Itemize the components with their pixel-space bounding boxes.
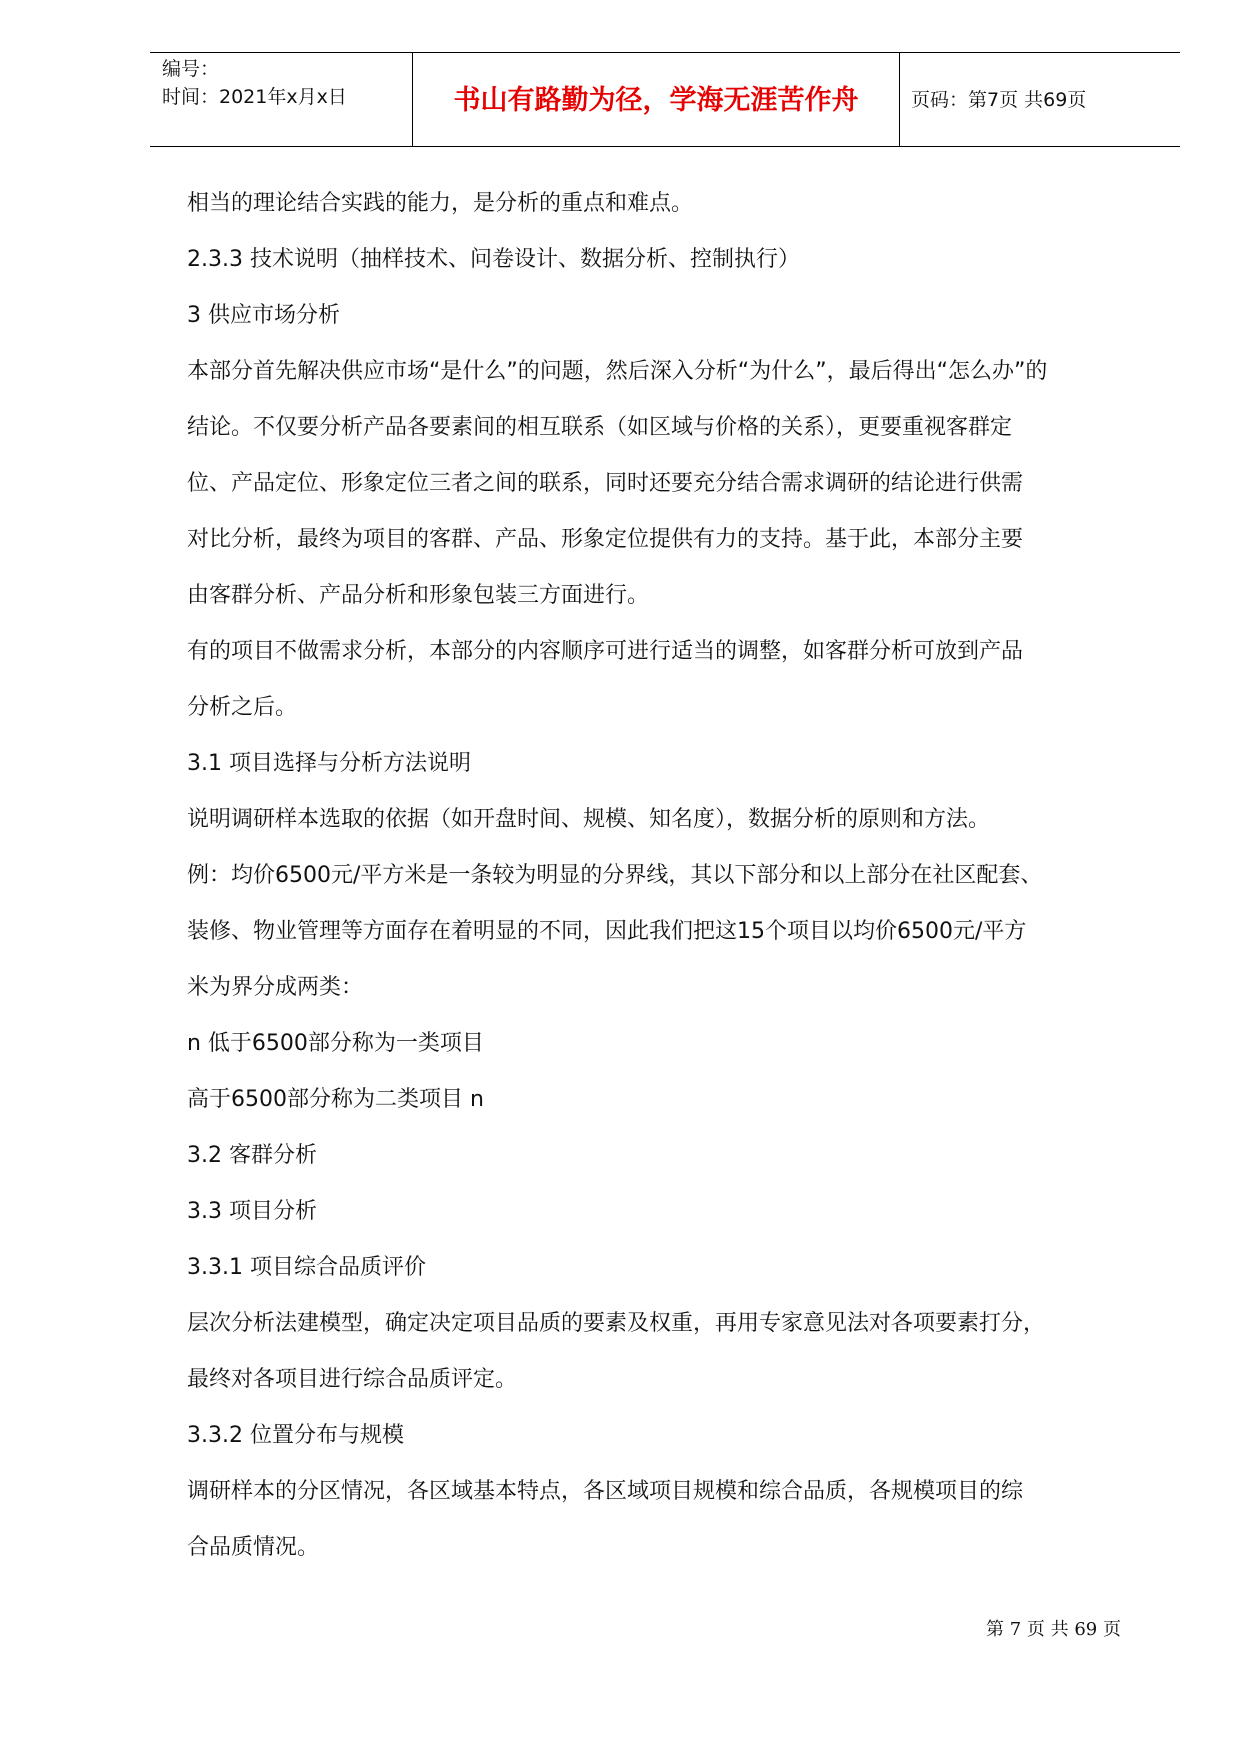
body-line: 结论。不仅要分析产品各要素间的相互联系（如区域与价格的关系），更要重视客群定 bbox=[187, 415, 1013, 440]
header-motto-cell bbox=[412, 53, 900, 146]
section-heading: 3.2 客群分析 bbox=[187, 1143, 317, 1168]
header-page-cell bbox=[899, 53, 1180, 146]
body-line: 装修、物业管理等方面存在着明显的不同，因此我们把这15个项目以均价6500元/平方 bbox=[187, 919, 1027, 944]
body-line: 最终对各项目进行综合品质评定。 bbox=[187, 1367, 518, 1392]
body-line: n 低于6500部分称为一类项目 bbox=[187, 1031, 484, 1056]
body-line: 由客群分析、产品分析和形象包装三方面进行。 bbox=[187, 583, 650, 608]
body-line: 位、产品定位、形象定位三者之间的联系，同时还要充分结合需求调研的结论进行供需 bbox=[187, 471, 1024, 496]
body-line: 对比分析，最终为项目的客群、产品、形象定位提供有力的支持。基于此，本部分主要 bbox=[187, 527, 1024, 552]
section-heading: 3 供应市场分析 bbox=[187, 303, 340, 328]
document-number-label: 编号： bbox=[162, 58, 220, 80]
document-time-label: 时间：2021年x月x日 bbox=[162, 86, 347, 108]
section-heading: 3.1 项目选择与分析方法说明 bbox=[187, 751, 471, 776]
page-header bbox=[150, 52, 1180, 147]
header-page-code: 页码：第7页 共69页 bbox=[911, 89, 1087, 111]
body-line: 合品质情况。 bbox=[187, 1535, 320, 1560]
header-info-cell bbox=[150, 53, 412, 146]
document-body bbox=[187, 176, 1177, 1576]
body-line: 例：均价6500元/平方米是一条较为明显的分界线，其以下部分和以上部分在社区配套、 bbox=[187, 863, 1043, 888]
section-heading: 2.3.3 技术说明（抽样技术、问卷设计、数据分析、控制执行） bbox=[187, 247, 800, 272]
section-heading: 3.3.1 项目综合品质评价 bbox=[187, 1255, 426, 1280]
body-line: 高于6500部分称为二类项目 n bbox=[187, 1087, 484, 1112]
section-heading: 3.3 项目分析 bbox=[187, 1199, 317, 1224]
section-heading: 3.3.2 位置分布与规模 bbox=[187, 1423, 404, 1448]
body-line: 说明调研样本选取的依据（如开盘时间、规模、知名度），数据分析的原则和方法。 bbox=[187, 807, 991, 832]
body-line: 调研样本的分区情况，各区域基本特点，各区域项目规模和综合品质，各规模项目的综 bbox=[187, 1479, 1024, 1504]
body-line: 米为界分成两类： bbox=[187, 975, 364, 1000]
body-line: 分析之后。 bbox=[187, 695, 298, 720]
header-motto: 书山有路勤为径，学海无涯苦作舟 bbox=[453, 85, 859, 116]
body-line: 本部分首先解决供应市场“是什么”的问题，然后深入分析“为什么”，最后得出“怎么办”的 bbox=[187, 359, 1048, 384]
body-line: 有的项目不做需求分析，本部分的内容顺序可进行适当的调整，如客群分析可放到产品 bbox=[187, 639, 1024, 664]
page-footer: 第 7 页 共 69 页 bbox=[986, 1619, 1121, 1640]
body-line: 相当的理论结合实践的能力，是分析的重点和难点。 bbox=[187, 191, 694, 216]
body-line: 层次分析法建模型，确定决定项目品质的要素及权重，再用专家意见法对各项要素打分， bbox=[187, 1311, 1046, 1336]
